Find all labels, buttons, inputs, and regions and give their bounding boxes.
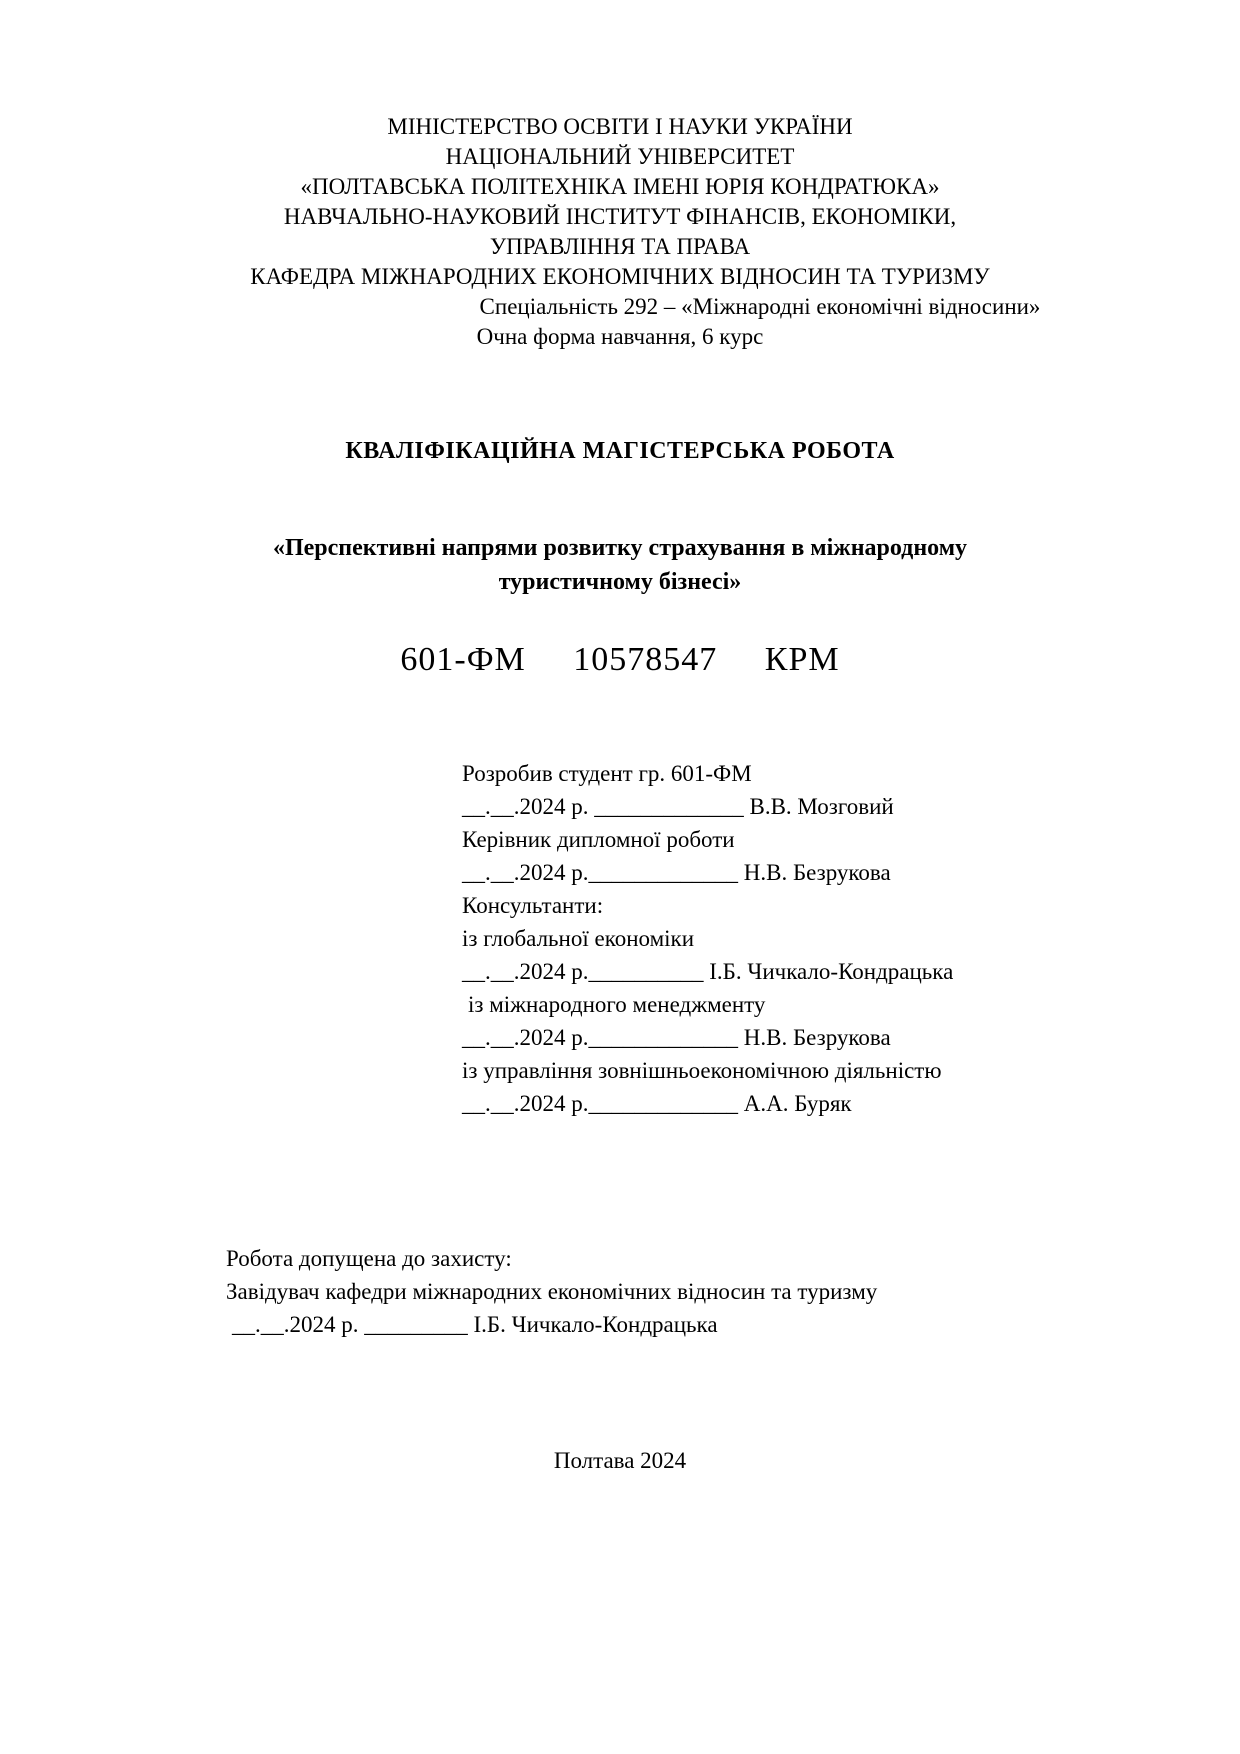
institute-line-1: НАВЧАЛЬНО-НАУКОВИЙ ІНСТИТУТ ФІНАНСІВ, ЕКОНОМІКИ, [283,204,957,229]
university-name-line: «ПОЛТАВСЬКА ПОЛІТЕХНІКА ІМЕНІ ЮРІЯ КОНДРАТЮКА» [300,174,940,199]
signature-line-developer: Розробив студент гр. 601-ФМ [462,761,752,786]
document-header [0,0,1240,352]
thesis-title-line-1: «Перспективні напрями розвитку страхування в міжнародному [272,535,968,561]
signature-line-intl-management-date: __.__.2024 р._____________ Н.В. Безрукова [462,1025,891,1050]
specialty-line: Спеціальність 292 – «Міжнародні економічні відносини» [479,294,1041,319]
city-year-line: Полтава 2024 [553,1448,687,1473]
university-line: НАЦІОНАЛЬНИЙ УНІВЕРСИТЕТ [445,144,795,169]
work-code-line: 601-ФМ 10578547 КРМ [400,641,840,678]
admission-line-2: Завідувач кафедри міжнародних економічних відносин та туризму [226,1279,878,1304]
institute-line-2: УПРАВЛІННЯ ТА ПРАВА [489,234,751,259]
signature-line-developer-date: __.__.2024 р. _____________ В.В. Мозговий [462,794,894,819]
thesis-title-line-2: туристичному бізнесі» [498,569,742,595]
admission-line-1: Робота допущена до захисту: [226,1246,512,1271]
signatures-block [462,757,1240,1120]
ministry-line: МІНІСТЕРСТВО ОСВІТИ І НАУКИ УКРАЇНИ [387,114,853,139]
signature-line-intl-management: із міжнародного менеджменту [468,992,766,1017]
department-line: КАФЕДРА МІЖНАРОДНИХ ЕКОНОМІЧНИХ ВІДНОСИН ТА ТУРИЗМУ [250,264,990,289]
work-type-heading: КВАЛІФІКАЦІЙНА МАГІСТЕРСЬКА РОБОТА [345,438,895,464]
signature-line-supervisor: Керівник дипломної роботи [462,827,735,852]
study-form-line: Очна форма навчання, 6 курс [476,324,764,349]
admission-block [226,1242,1240,1341]
signature-line-foreign-activity: із управління зовнішньоекономічною діяльністю [462,1058,942,1083]
signature-line-foreign-activity-date: __.__.2024 р._____________ А.А. Буряк [462,1091,852,1116]
signature-line-global-economy: із глобальної економіки [462,926,695,951]
signature-line-supervisor-date: __.__.2024 р._____________ Н.В. Безрукова [462,860,891,885]
signature-line-global-economy-date: __.__.2024 р.__________ І.Б. Чичкало-Кондрацька [462,959,954,984]
thesis-title [0,531,1240,599]
signature-line-consultants: Консультанти: [462,893,604,918]
admission-line-3: __.__.2024 р. _________ І.Б. Чичкало-Кондрацька [232,1312,718,1337]
